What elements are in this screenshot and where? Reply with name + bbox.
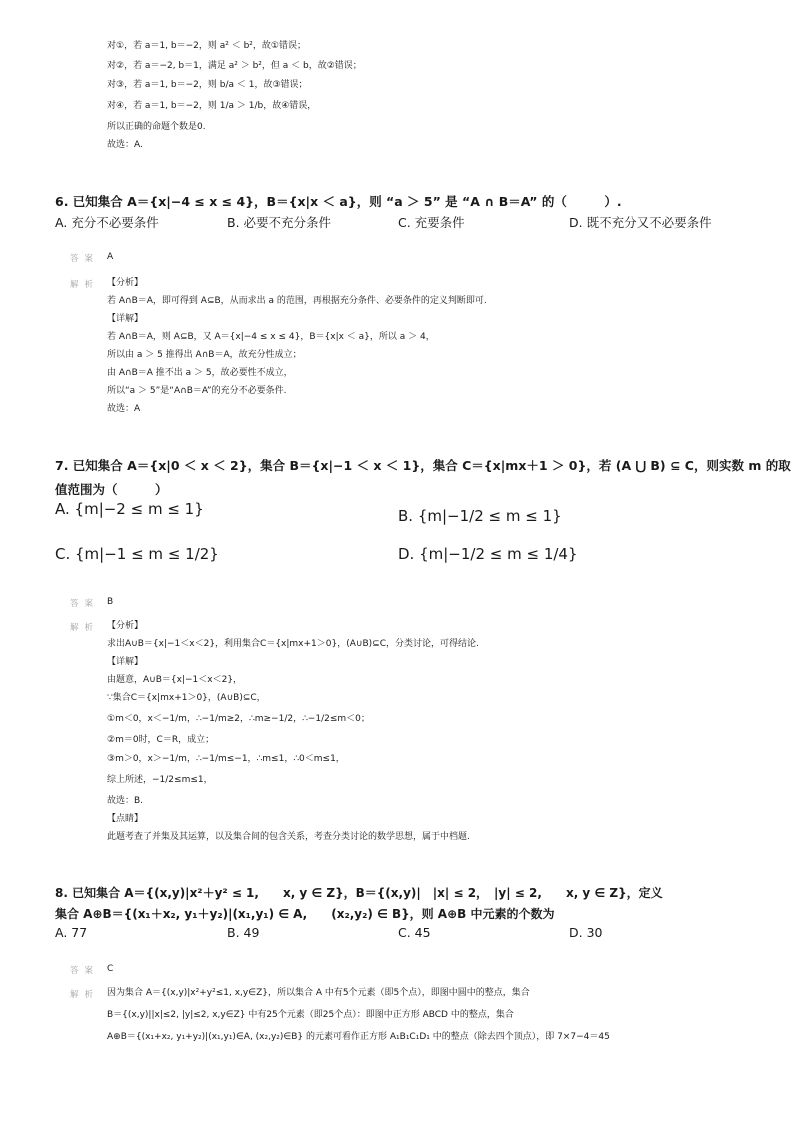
q8-answer-label: 答案 (70, 966, 100, 976)
q7-analysis-line-5: ∵集合C＝{x|mx+1＞0}，(A∪B)⊆C， (107, 693, 266, 703)
q6-analysis-line-8: 故选：A (107, 404, 141, 414)
prev-solution-line-2: 对②，若 a＝−2, b＝1，满足 a² ＞ b²，但 a ＜ b，故②错误； (107, 61, 362, 71)
q7-analysis-line-1: 【分析】 (107, 621, 144, 631)
q7-analysis-line-3: 【详解】 (107, 657, 144, 667)
q8-stem-line-1: 8. 已知集合 A＝{(x,y)|x²＋y² ≤ 1, x, y ∈ Z}，B＝{(x,y)| |x| ≤ 2， |y| ≤ 2, x, y ∈ Z}，定义 (55, 886, 663, 900)
q6-answer: A (107, 252, 114, 262)
q7-option-d: D. {m|−1/2 ≤ m ≤ 1/4} (398, 545, 578, 563)
q6-analysis-line-7: 所以“a ＞ 5”是“A∩B＝A”的充分不必要条件. (107, 386, 287, 396)
q8-stem-line-2: 集合 A⊕B＝{(x₁＋x₂, y₁＋y₂)|(x₁,y₁) ∈ A, (x₂,y₂) ∈ B}，则 A⊕B 中元素的个数为 (55, 907, 555, 921)
q7-option-a: A. {m|−2 ≤ m ≤ 1} (55, 500, 204, 518)
q8-analysis-line-1: 因为集合 A＝{(x,y)|x²+y²≤1, x,y∈Z}，所以集合 A 中有5个元素（即5个点），即图中圆中的整点，集合 (107, 988, 530, 998)
q6-answer-label: 答案 (70, 254, 100, 264)
q7-analysis-line-9: 综上所述，−1/2≤m≤1， (107, 775, 213, 785)
q7-analysis-line-10: 故选：B. (107, 796, 144, 806)
prev-solution-line-6: 故选：A. (107, 140, 143, 150)
q7-analysis-line-6: ①m＜0，x＜−1/m，∴−1/m≥2，∴m≥−1/2，∴−1/2≤m＜0； (107, 714, 370, 724)
q7-stem-line-1: 7. 已知集合 A＝{x|0 ＜ x ＜ 2}，集合 B＝{x|−1 ＜ x ＜ 1}，集合 C＝{x|mx＋1 ＞ 0}，若 (A ⋃ B) ⊆ C，则实数 m 的取 (55, 458, 791, 473)
q7-analysis-label: 解析 (70, 623, 100, 633)
q6-analysis-line-2: 若 A∩B＝A，即可得到 A⊆B，从而求出 a 的范围，再根据充分条件、必要条件的定义判断即可. (107, 296, 487, 306)
q6-option-c: C. 充要条件 (398, 215, 465, 230)
q7-option-c: C. {m|−1 ≤ m ≤ 1/2} (55, 545, 219, 563)
q7-analysis-line-4: 由题意，A∪B＝{x|−1＜x＜2}， (107, 675, 243, 685)
q6-analysis-label: 解析 (70, 280, 100, 290)
prev-solution-line-4: 对④，若 a＝1, b＝−2，则 1/a ＞ 1/b，故④错误， (107, 101, 317, 111)
q8-option-a: A. 77 (55, 925, 88, 940)
q8-analysis-line-3: A⊕B＝{(x₁+x₂, y₁+y₂)|(x₁,y₁)∈A, (x₂,y₂)∈B} 的元素可看作正方形 A₁B₁C₁D₁ 中的整点（除去四个顶点），即 7×7−4＝45 (107, 1032, 610, 1042)
q7-analysis-line-12: 此题考查了并集及其运算，以及集合间的包含关系，考查分类讨论的数学思想，属于中档题. (107, 832, 470, 842)
q7-analysis-line-8: ③m＞0，x＞−1/m，∴−1/m≤−1，∴m≤1，∴0＜m≤1， (107, 754, 345, 764)
q7-analysis-line-2: 求出A∪B＝{x|−1＜x＜2}，利用集合C＝{x|mx+1＞0}，(A∪B)⊆C，分类讨论，可得结论. (107, 639, 479, 649)
prev-solution-line-1: 对①，若 a＝1, b＝−2，则 a² ＜ b²，故①错误； (107, 41, 306, 51)
q6-analysis-line-6: 由 A∩B＝A 推不出 a ＞ 5，故必要性不成立， (107, 368, 293, 378)
q7-answer-label: 答案 (70, 599, 100, 609)
q7-analysis-line-7: ②m＝0时，C＝R，成立； (107, 735, 215, 745)
q8-option-b: B. 49 (227, 925, 260, 940)
q6-analysis-line-3: 【详解】 (107, 314, 144, 324)
q6-analysis-line-5: 所以由 a ＞ 5 推得出 A∩B＝A，故充分性成立； (107, 350, 302, 360)
q6-option-b: B. 必要不充分条件 (227, 215, 332, 230)
q8-analysis-line-2: B＝{(x,y)||x|≤2, |y|≤2, x,y∈Z} 中有25个元素（即25个点）：即图中正方形 ABCD 中的整点，集合 (107, 1010, 514, 1020)
q8-answer: C (107, 964, 114, 974)
q6-analysis-line-1: 【分析】 (107, 278, 144, 288)
q7-stem-line-2: 值范围为（ ） (55, 482, 168, 497)
q7-analysis-line-11: 【点睛】 (107, 814, 144, 824)
q7-option-b: B. {m|−1/2 ≤ m ≤ 1} (398, 507, 562, 525)
q6-option-a: A. 充分不必要条件 (55, 215, 159, 230)
q6-stem: 6. 已知集合 A＝{x|−4 ≤ x ≤ 4}，B＝{x|x ＜ a}，则 “a ＞ 5” 是 “A ∩ B＝A” 的（ ）. (55, 194, 622, 209)
q6-analysis-line-4: 若 A∩B＝A，则 A⊆B，又 A＝{x|−4 ≤ x ≤ 4}，B＝{x|x ＜ a}，所以 a ＞ 4， (107, 332, 435, 342)
q7-answer: B (107, 597, 114, 607)
q8-option-c: C. 45 (398, 925, 431, 940)
prev-solution-line-3: 对③，若 a＝1, b＝−2，则 b/a ＜ 1，故③错误； (107, 80, 308, 90)
q8-analysis-label: 解析 (70, 990, 100, 1000)
q8-option-d: D. 30 (569, 925, 603, 940)
prev-solution-line-5: 所以正确的命题个数是0. (107, 122, 206, 132)
q6-option-d: D. 既不充分又不必要条件 (569, 215, 712, 230)
